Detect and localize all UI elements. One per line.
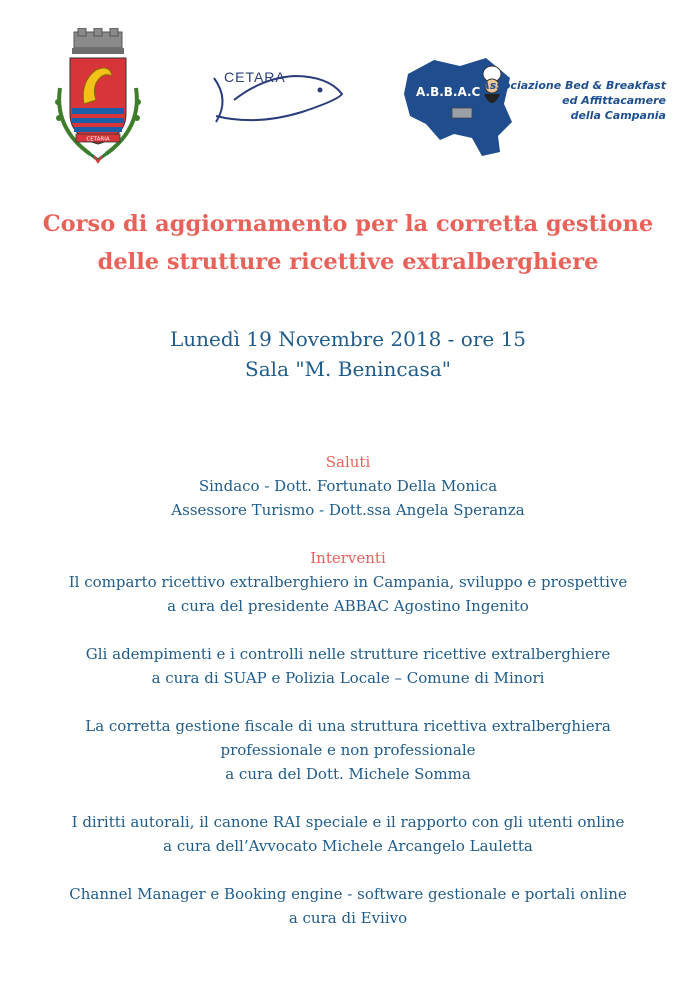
saluti-heading: Saluti [325, 453, 371, 471]
svg-text:A.B.B.A.C: A.B.B.A.C [416, 85, 481, 99]
course-title-line: delle strutture ricettive extralberghiere [97, 249, 599, 275]
abbac-name [481, 78, 666, 123]
saluti-line: Assessore Turismo - Dott.ssa Angela Speranza [171, 501, 525, 519]
intervento-line: a cura del presidente ABBAC Agostino Ingenito [167, 597, 529, 615]
intervento-line: a cura dell’Avvocato Michele Arcangelo Lauletta [163, 837, 533, 855]
spacer [0, 786, 696, 810]
intervento-line: a cura di Eviivo [288, 909, 408, 927]
cetara-fish-logo [210, 64, 350, 134]
event-info [0, 324, 696, 384]
abbac-logo [400, 52, 672, 158]
svg-text:CETARIA: CETARIA [86, 136, 110, 143]
intervento-line: Gli adempimenti e i controlli nelle strutture ricettive extralberghiere [85, 645, 611, 663]
saluti-line: Sindaco - Dott. Fortunato Della Monica [198, 477, 498, 495]
program [0, 450, 696, 930]
spacer [0, 690, 696, 714]
spacer [0, 522, 696, 546]
intervento-line: a cura di SUAP e Polizia Locale – Comune di Minori [151, 669, 545, 687]
intervento-line: La corretta gestione fiscale di una struttura ricettiva extralberghiera [85, 717, 611, 735]
interventi-heading: Interventi [310, 549, 386, 567]
course-title [0, 205, 696, 281]
intervento-line: Channel Manager e Booking engine - software gestionale e portali online [69, 885, 627, 903]
spacer [0, 858, 696, 882]
event-venue: Sala "M. Benincasa" [245, 357, 451, 381]
abbac-name-line: della Campania [570, 109, 666, 122]
spacer [0, 618, 696, 642]
intervento-line: professionale e non professionale [220, 741, 476, 759]
course-title-line: Corso di aggiornamento per la corretta gestione [42, 211, 654, 237]
cetara-crest-logo [50, 28, 146, 164]
intervento-line: a cura del Dott. Michele Somma [225, 765, 471, 783]
intervento-line: I diritti autorali, il canone RAI speciale e il rapporto con gli utenti online [71, 813, 625, 831]
abbac-name-line: Associazione Bed & Breakfast [481, 79, 666, 92]
svg-text:CETARA: CETARA [224, 69, 286, 85]
intervento-line: Il comparto ricettivo extralberghiero in Campania, sviluppo e prospettive [68, 573, 628, 591]
abbac-name-line: ed Affittacamere [562, 94, 666, 107]
event-date: Lunedì 19 Novembre 2018 - ore 15 [169, 327, 527, 351]
